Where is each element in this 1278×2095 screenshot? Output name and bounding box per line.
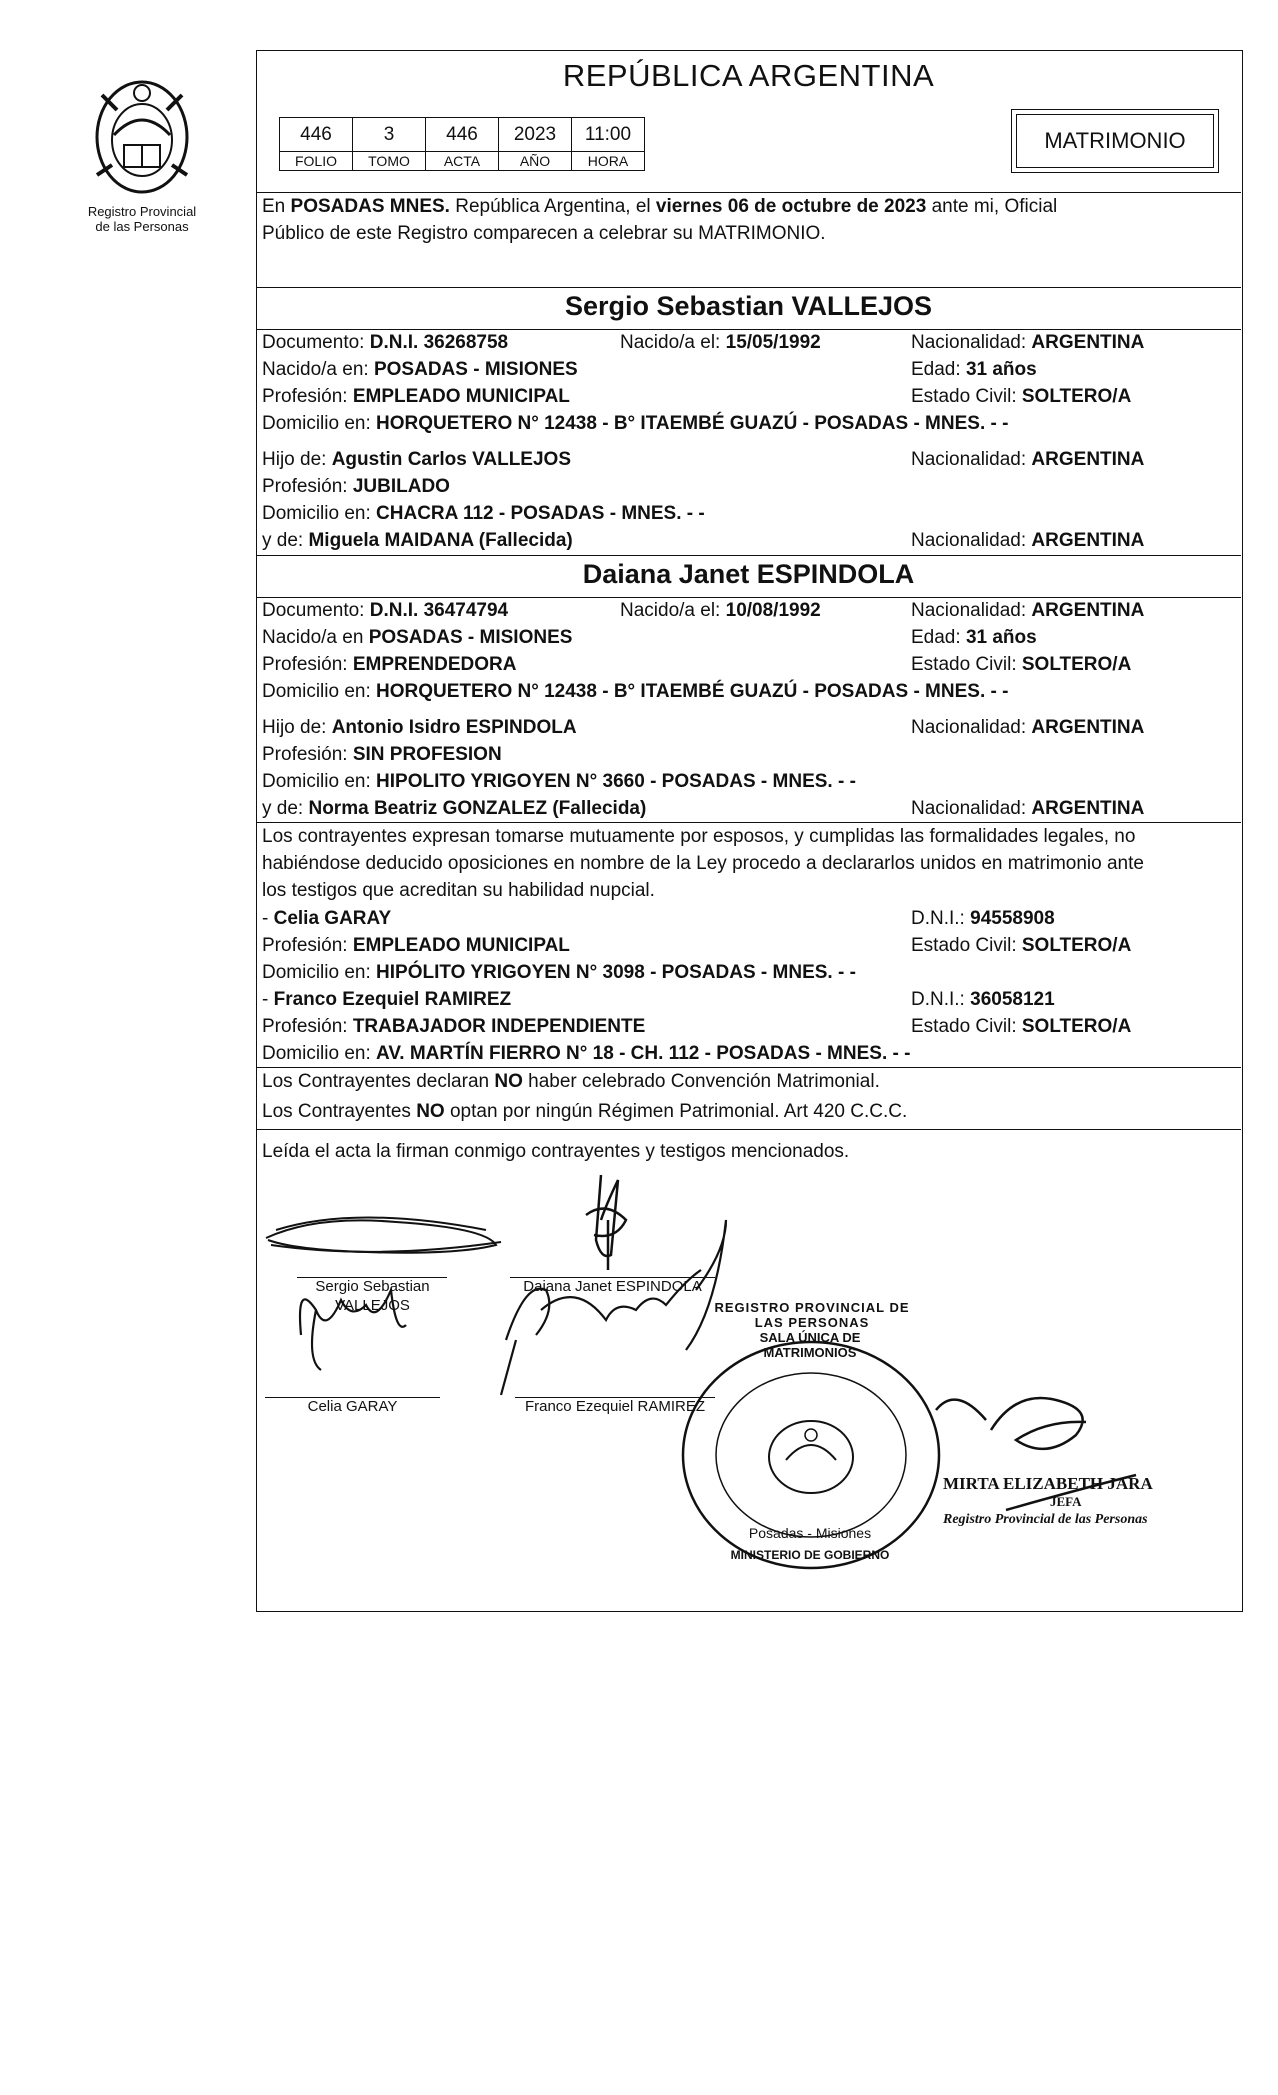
bride-father: Hijo de: Antonio Isidro ESPINDOLA: [262, 717, 577, 738]
groom-mother: y de: Miguela MAIDANA (Fallecida): [262, 530, 573, 551]
groom-signature-caption: Sergio Sebastian VALLEJOS: [315, 1278, 430, 1314]
groom-nationality: Nacionalidad: ARGENTINA: [911, 332, 1145, 353]
record-type: MATRIMONIO: [1016, 114, 1214, 168]
bride-mother-nationality: Nacionalidad: ARGENTINA: [911, 798, 1145, 819]
groom-profession: Profesión: EMPLEADO MUNICIPAL: [262, 386, 570, 407]
groom-civil-status: Estado Civil: SOLTERO/A: [911, 386, 1132, 407]
signatures-drawing: [256, 1160, 1241, 1610]
regime-line-1: Los Contrayentes declaran NO haber celebrado Convención Matrimonial.: [262, 1071, 880, 1092]
bride-address: Domicilio en: HORQUETERO N° 12438 - B° ITAEMBÉ GUAZÚ - POSADAS - MNES. - -: [262, 681, 1009, 702]
hora-value: 11:00: [572, 118, 645, 152]
groom-signature: [266, 1218, 501, 1253]
seal-inner-text: SALA ÚNICA DE MATRIMONIOS: [759, 1330, 861, 1360]
declaration-line-2: habiéndose deducido oposiciones en nombre de la Ley procedo a declararlos unidos en matrimonio ante: [262, 853, 1144, 874]
witness-2-profession: Profesión: TRABAJADOR INDEPENDIENTE: [262, 1016, 646, 1037]
groom-born-date: Nacido/a el: 15/05/1992: [620, 332, 821, 353]
tomo-label: TOMO: [353, 152, 426, 171]
officer-role: JEFA: [1050, 1494, 1082, 1509]
logo-caption: Registro Provincial de las Personas: [87, 204, 197, 234]
bride-father-address: Domicilio en: HIPOLITO YRIGOYEN N° 3660 - POSADAS - MNES. - -: [262, 771, 856, 792]
witness-1-signature-caption: Celia GARAY: [307, 1398, 398, 1415]
divider: [256, 1129, 1241, 1130]
bride-age: Edad: 31 años: [911, 627, 1037, 648]
groom-father-nationality: Nacionalidad: ARGENTINA: [911, 449, 1145, 470]
declaration-line-3: los testigos que acreditan su habilidad nupcial.: [262, 880, 655, 901]
divider: [256, 555, 1241, 556]
bride-born-place: Nacido/a en POSADAS - MISIONES: [262, 627, 573, 648]
witness-2-signature-caption: Franco Ezequiel RAMIREZ: [524, 1398, 706, 1415]
bride-signature: [586, 1175, 626, 1270]
tomo-value: 3: [353, 118, 426, 152]
intro-line-2: Público de este Registro comparecen a celebrar su MATRIMONIO.: [262, 223, 826, 244]
groom-age: Edad: 31 años: [911, 359, 1037, 380]
bride-name: Daiana Janet ESPINDOLA: [582, 559, 915, 589]
acta-label: ACTA: [426, 152, 499, 171]
bride-nationality: Nacionalidad: ARGENTINA: [911, 600, 1145, 621]
anio-label: AÑO: [499, 152, 572, 171]
witness-2-name: - Franco Ezequiel RAMIREZ: [262, 989, 512, 1010]
closing-text: Leída el acta la firman conmigo contrayentes y testigos mencionados.: [262, 1141, 850, 1162]
bride-civil-status: Estado Civil: SOLTERO/A: [911, 654, 1132, 675]
seal-bottom-text: Posadas - Misiones: [748, 1525, 872, 1541]
folio-value: 446: [280, 118, 353, 152]
groom-document: Documento: D.N.I. 36268758: [262, 332, 509, 353]
groom-address: Domicilio en: HORQUETERO N° 12438 - B° ITAEMBÉ GUAZÚ - POSADAS - MNES. - -: [262, 413, 1009, 434]
witness-2-civil-status: Estado Civil: SOLTERO/A: [911, 1016, 1132, 1037]
groom-father: Hijo de: Agustin Carlos VALLEJOS: [262, 449, 571, 470]
folio-label: FOLIO: [280, 152, 353, 171]
bride-father-profession: Profesión: SIN PROFESION: [262, 744, 502, 765]
bride-born-date: Nacido/a el: 10/08/1992: [620, 600, 821, 621]
seal-outer-text: REGISTRO PROVINCIAL DE LAS PERSONAS: [714, 1300, 910, 1330]
witness-1-profession: Profesión: EMPLEADO MUNICIPAL: [262, 935, 570, 956]
bride-mother: y de: Norma Beatriz GONZALEZ (Fallecida): [262, 798, 647, 819]
groom-name: Sergio Sebastian VALLEJOS: [564, 291, 933, 321]
bride-profession: Profesión: EMPRENDEDORA: [262, 654, 517, 675]
regime-line-2: Los Contrayentes NO optan por ningún Régimen Patrimonial. Art 420 C.C.C.: [262, 1101, 908, 1122]
hora-label: HORA: [572, 152, 645, 171]
declaration-line-1: Los contrayentes expresan tomarse mutuamente por esposos, y cumplidas las formalidades legales, no: [262, 826, 1136, 847]
bride-signature-caption: Daiana Janet ESPINDOLA: [523, 1278, 702, 1295]
groom-born-place: Nacido/a en: POSADAS - MISIONES: [262, 359, 578, 380]
witness-2-address: Domicilio en: AV. MARTÍN FIERRO N° 18 - CH. 112 - POSADAS - MNES. - -: [262, 1043, 911, 1064]
registry-logo: [62, 75, 222, 234]
witness-2-signature: [501, 1220, 726, 1395]
bride-document: Documento: D.N.I. 36474794: [262, 600, 509, 621]
record-table: [279, 117, 645, 171]
anio-value: 2023: [499, 118, 572, 152]
acta-value: 446: [426, 118, 499, 152]
witness-1-name: - Celia GARAY: [262, 908, 392, 929]
witness-1-civil-status: Estado Civil: SOLTERO/A: [911, 935, 1132, 956]
officer-name: MIRTA ELIZABETH JARA: [943, 1474, 1153, 1493]
witness-2-dni: D.N.I.: 36058121: [911, 989, 1055, 1010]
bride-father-nationality: Nacionalidad: ARGENTINA: [911, 717, 1145, 738]
officer-org: Registro Provincial de las Personas: [943, 1512, 1148, 1527]
witness-1-address: Domicilio en: HIPÓLITO YRIGOYEN N° 3098 - POSADAS - MNES. - -: [262, 962, 856, 983]
divider: [256, 287, 1241, 288]
record-type-box: [1011, 109, 1219, 173]
coat-of-arms-icon: [82, 75, 202, 200]
witness-1-dni: D.N.I.: 94558908: [911, 908, 1055, 929]
seal-ministry-text: MINISTERIO DE GOBIERNO: [730, 1548, 890, 1562]
groom-mother-nationality: Nacionalidad: ARGENTINA: [911, 530, 1145, 551]
groom-father-address: Domicilio en: CHACRA 112 - POSADAS - MNES. - -: [262, 503, 705, 524]
intro-line-1: En POSADAS MNES. República Argentina, el viernes 06 de octubre de 2023 ante mi, Oficial: [262, 196, 1058, 217]
groom-father-profession: Profesión: JUBILADO: [262, 476, 450, 497]
page-title: REPÚBLICA ARGENTINA: [562, 58, 935, 93]
